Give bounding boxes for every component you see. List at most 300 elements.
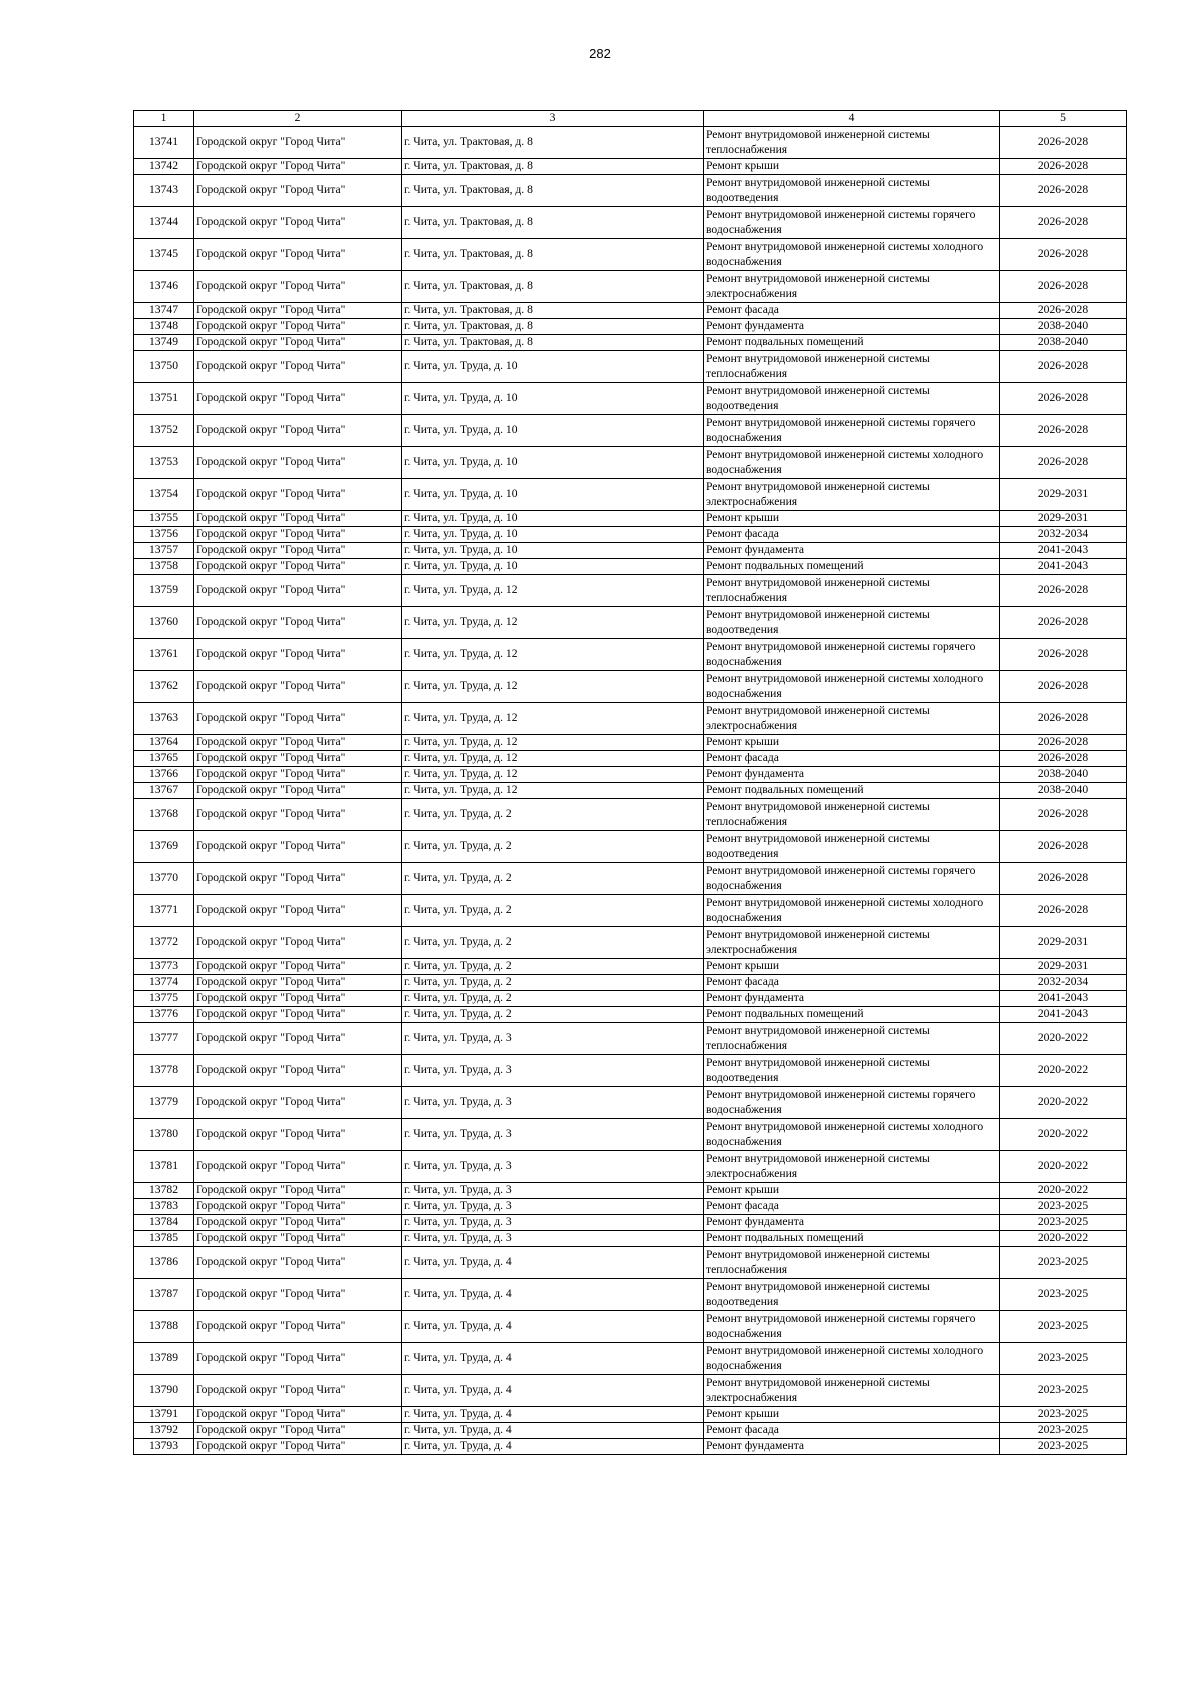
table-row xyxy=(134,1231,1127,1247)
municipality-cell: Городской округ "Город Чита" xyxy=(194,415,402,447)
row-number-cell: 13769 xyxy=(134,831,194,863)
table-row xyxy=(134,303,1127,319)
municipality-cell: Городской округ "Город Чита" xyxy=(194,1423,402,1439)
row-number-cell: 13776 xyxy=(134,1007,194,1023)
municipality-cell: Городской округ "Город Чита" xyxy=(194,1151,402,1183)
period-cell: 2020-2022 xyxy=(1000,1119,1127,1151)
work-type-cell: Ремонт внутридомовой инженерной системы электроснабжения xyxy=(704,927,1000,959)
address-cell: г. Чита, ул. Труда, д. 3 xyxy=(402,1087,704,1119)
work-type-cell: Ремонт внутридомовой инженерной системы водоотведения xyxy=(704,1279,1000,1311)
table-row xyxy=(134,783,1127,799)
municipality-cell: Городской округ "Город Чита" xyxy=(194,1183,402,1199)
address-cell: г. Чита, ул. Труда, д. 12 xyxy=(402,703,704,735)
municipality-cell: Городской округ "Город Чита" xyxy=(194,527,402,543)
row-number-cell: 13755 xyxy=(134,511,194,527)
row-number-cell: 13773 xyxy=(134,959,194,975)
table-row xyxy=(134,1183,1127,1199)
table-row xyxy=(134,799,1127,831)
table-row xyxy=(134,335,1127,351)
period-cell: 2023-2025 xyxy=(1000,1423,1127,1439)
address-cell: г. Чита, ул. Труда, д. 4 xyxy=(402,1407,704,1423)
work-type-cell: Ремонт внутридомовой инженерной системы электроснабжения xyxy=(704,271,1000,303)
row-number-cell: 13746 xyxy=(134,271,194,303)
municipality-cell: Городской округ "Город Чита" xyxy=(194,783,402,799)
table-row xyxy=(134,239,1127,271)
municipality-cell: Городской округ "Город Чита" xyxy=(194,1007,402,1023)
row-number-cell: 13793 xyxy=(134,1439,194,1455)
address-cell: г. Чита, ул. Трактовая, д. 8 xyxy=(402,319,704,335)
municipality-cell: Городской округ "Город Чита" xyxy=(194,991,402,1007)
address-cell: г. Чита, ул. Труда, д. 4 xyxy=(402,1343,704,1375)
address-cell: г. Чита, ул. Труда, д. 12 xyxy=(402,735,704,751)
period-cell: 2026-2028 xyxy=(1000,863,1127,895)
municipality-cell: Городской округ "Город Чита" xyxy=(194,511,402,527)
work-type-cell: Ремонт фасада xyxy=(704,1423,1000,1439)
row-number-cell: 13743 xyxy=(134,175,194,207)
table-row xyxy=(134,1279,1127,1311)
table-row xyxy=(134,383,1127,415)
address-cell: г. Чита, ул. Труда, д. 3 xyxy=(402,1119,704,1151)
table-row xyxy=(134,319,1127,335)
address-cell: г. Чита, ул. Труда, д. 4 xyxy=(402,1439,704,1455)
municipality-cell: Городской округ "Город Чита" xyxy=(194,447,402,479)
row-number-cell: 13751 xyxy=(134,383,194,415)
period-cell: 2026-2028 xyxy=(1000,447,1127,479)
work-type-cell: Ремонт внутридомовой инженерной системы холодного водоснабжения xyxy=(704,239,1000,271)
address-cell: г. Чита, ул. Труда, д. 12 xyxy=(402,639,704,671)
table-row xyxy=(134,1199,1127,1215)
municipality-cell: Городской округ "Город Чита" xyxy=(194,239,402,271)
municipality-cell: Городской округ "Город Чита" xyxy=(194,927,402,959)
period-cell: 2026-2028 xyxy=(1000,575,1127,607)
row-number-cell: 13752 xyxy=(134,415,194,447)
period-cell: 2026-2028 xyxy=(1000,607,1127,639)
work-type-cell: Ремонт фундамента xyxy=(704,991,1000,1007)
work-type-cell: Ремонт внутридомовой инженерной системы водоотведения xyxy=(704,383,1000,415)
address-cell: г. Чита, ул. Труда, д. 2 xyxy=(402,831,704,863)
address-cell: г. Чита, ул. Труда, д. 12 xyxy=(402,607,704,639)
period-cell: 2026-2028 xyxy=(1000,383,1127,415)
address-cell: г. Чита, ул. Труда, д. 4 xyxy=(402,1311,704,1343)
row-number-cell: 13771 xyxy=(134,895,194,927)
municipality-cell: Городской округ "Город Чита" xyxy=(194,607,402,639)
work-type-cell: Ремонт подвальных помещений xyxy=(704,783,1000,799)
municipality-cell: Городской округ "Город Чита" xyxy=(194,1311,402,1343)
municipality-cell: Городской округ "Город Чита" xyxy=(194,207,402,239)
period-cell: 2026-2028 xyxy=(1000,159,1127,175)
address-cell: г. Чита, ул. Труда, д. 3 xyxy=(402,1231,704,1247)
address-cell: г. Чита, ул. Труда, д. 12 xyxy=(402,751,704,767)
row-number-cell: 13783 xyxy=(134,1199,194,1215)
work-type-cell: Ремонт внутридомовой инженерной системы горячего водоснабжения xyxy=(704,207,1000,239)
period-cell: 2038-2040 xyxy=(1000,783,1127,799)
municipality-cell: Городской округ "Город Чита" xyxy=(194,1119,402,1151)
municipality-cell: Городской округ "Город Чита" xyxy=(194,767,402,783)
work-type-cell: Ремонт подвальных помещений xyxy=(704,335,1000,351)
table-row xyxy=(134,479,1127,511)
row-number-cell: 13741 xyxy=(134,127,194,159)
work-type-cell: Ремонт фундамента xyxy=(704,543,1000,559)
table-row xyxy=(134,1375,1127,1407)
row-number-cell: 13772 xyxy=(134,927,194,959)
row-number-cell: 13787 xyxy=(134,1279,194,1311)
address-cell: г. Чита, ул. Трактовая, д. 8 xyxy=(402,175,704,207)
address-cell: г. Чита, ул. Труда, д. 4 xyxy=(402,1375,704,1407)
row-number-cell: 13750 xyxy=(134,351,194,383)
municipality-cell: Городской округ "Город Чита" xyxy=(194,559,402,575)
row-number-cell: 13761 xyxy=(134,639,194,671)
work-type-cell: Ремонт внутридомовой инженерной системы горячего водоснабжения xyxy=(704,639,1000,671)
table-row xyxy=(134,671,1127,703)
municipality-cell: Городской округ "Город Чита" xyxy=(194,303,402,319)
period-cell: 2023-2025 xyxy=(1000,1279,1127,1311)
period-cell: 2026-2028 xyxy=(1000,271,1127,303)
period-cell: 2020-2022 xyxy=(1000,1231,1127,1247)
repair-schedule-table xyxy=(133,110,1127,1455)
period-cell: 2026-2028 xyxy=(1000,671,1127,703)
municipality-cell: Городской округ "Город Чита" xyxy=(194,543,402,559)
work-type-cell: Ремонт внутридомовой инженерной системы электроснабжения xyxy=(704,1151,1000,1183)
table-row xyxy=(134,447,1127,479)
address-cell: г. Чита, ул. Труда, д. 2 xyxy=(402,895,704,927)
address-cell: г. Чита, ул. Труда, д. 2 xyxy=(402,959,704,975)
table-row xyxy=(134,863,1127,895)
table-row xyxy=(134,1055,1127,1087)
row-number-cell: 13791 xyxy=(134,1407,194,1423)
address-cell: г. Чита, ул. Труда, д. 12 xyxy=(402,783,704,799)
period-cell: 2026-2028 xyxy=(1000,351,1127,383)
work-type-cell: Ремонт внутридомовой инженерной системы холодного водоснабжения xyxy=(704,671,1000,703)
work-type-cell: Ремонт внутридомовой инженерной системы электроснабжения xyxy=(704,1375,1000,1407)
row-number-cell: 13779 xyxy=(134,1087,194,1119)
municipality-cell: Городской округ "Город Чита" xyxy=(194,335,402,351)
row-number-cell: 13790 xyxy=(134,1375,194,1407)
address-cell: г. Чита, ул. Труда, д. 10 xyxy=(402,415,704,447)
row-number-cell: 13764 xyxy=(134,735,194,751)
period-cell: 2041-2043 xyxy=(1000,991,1127,1007)
table-row xyxy=(134,959,1127,975)
row-number-cell: 13763 xyxy=(134,703,194,735)
row-number-cell: 13744 xyxy=(134,207,194,239)
period-cell: 2023-2025 xyxy=(1000,1215,1127,1231)
work-type-cell: Ремонт фасада xyxy=(704,303,1000,319)
table-row xyxy=(134,607,1127,639)
address-cell: г. Чита, ул. Труда, д. 3 xyxy=(402,1023,704,1055)
period-cell: 2029-2031 xyxy=(1000,959,1127,975)
municipality-cell: Городской округ "Город Чита" xyxy=(194,1055,402,1087)
period-cell: 2038-2040 xyxy=(1000,767,1127,783)
row-number-cell: 13770 xyxy=(134,863,194,895)
row-number-cell: 13768 xyxy=(134,799,194,831)
table-row xyxy=(134,207,1127,239)
table-row xyxy=(134,735,1127,751)
address-cell: г. Чита, ул. Трактовая, д. 8 xyxy=(402,127,704,159)
municipality-cell: Городской округ "Город Чита" xyxy=(194,831,402,863)
row-number-cell: 13742 xyxy=(134,159,194,175)
table-row xyxy=(134,895,1127,927)
work-type-cell: Ремонт внутридомовой инженерной системы водоотведения xyxy=(704,607,1000,639)
address-cell: г. Чита, ул. Трактовая, д. 8 xyxy=(402,271,704,303)
row-number-cell: 13781 xyxy=(134,1151,194,1183)
address-cell: г. Чита, ул. Трактовая, д. 8 xyxy=(402,303,704,319)
municipality-cell: Городской округ "Город Чита" xyxy=(194,319,402,335)
municipality-cell: Городской округ "Город Чита" xyxy=(194,1343,402,1375)
period-cell: 2020-2022 xyxy=(1000,1183,1127,1199)
row-number-cell: 13757 xyxy=(134,543,194,559)
period-cell: 2020-2022 xyxy=(1000,1023,1127,1055)
row-number-cell: 13784 xyxy=(134,1215,194,1231)
period-cell: 2038-2040 xyxy=(1000,335,1127,351)
table-row xyxy=(134,271,1127,303)
period-cell: 2023-2025 xyxy=(1000,1439,1127,1455)
row-number-cell: 13745 xyxy=(134,239,194,271)
work-type-cell: Ремонт внутридомовой инженерной системы водоотведения xyxy=(704,1055,1000,1087)
municipality-cell: Городской округ "Город Чита" xyxy=(194,735,402,751)
municipality-cell: Городской округ "Город Чита" xyxy=(194,1199,402,1215)
address-cell: г. Чита, ул. Труда, д. 10 xyxy=(402,479,704,511)
period-cell: 2023-2025 xyxy=(1000,1375,1127,1407)
period-cell: 2023-2025 xyxy=(1000,1247,1127,1279)
table-row xyxy=(134,751,1127,767)
address-cell: г. Чита, ул. Трактовая, д. 8 xyxy=(402,159,704,175)
address-cell: г. Чита, ул. Труда, д. 10 xyxy=(402,383,704,415)
period-cell: 2020-2022 xyxy=(1000,1055,1127,1087)
row-number-cell: 13747 xyxy=(134,303,194,319)
work-type-cell: Ремонт фундамента xyxy=(704,1439,1000,1455)
address-cell: г. Чита, ул. Труда, д. 4 xyxy=(402,1247,704,1279)
municipality-cell: Городской округ "Город Чита" xyxy=(194,751,402,767)
work-type-cell: Ремонт внутридомовой инженерной системы теплоснабжения xyxy=(704,799,1000,831)
work-type-cell: Ремонт внутридомовой инженерной системы горячего водоснабжения xyxy=(704,863,1000,895)
row-number-cell: 13782 xyxy=(134,1183,194,1199)
address-cell: г. Чита, ул. Труда, д. 10 xyxy=(402,559,704,575)
address-cell: г. Чита, ул. Труда, д. 12 xyxy=(402,671,704,703)
period-cell: 2029-2031 xyxy=(1000,511,1127,527)
period-cell: 2026-2028 xyxy=(1000,415,1127,447)
work-type-cell: Ремонт внутридомовой инженерной системы электроснабжения xyxy=(704,703,1000,735)
table-row xyxy=(134,1407,1127,1423)
row-number-cell: 13766 xyxy=(134,767,194,783)
municipality-cell: Городской округ "Город Чита" xyxy=(194,127,402,159)
period-cell: 2026-2028 xyxy=(1000,831,1127,863)
municipality-cell: Городской округ "Город Чита" xyxy=(194,1087,402,1119)
table-row xyxy=(134,703,1127,735)
municipality-cell: Городской округ "Город Чита" xyxy=(194,479,402,511)
table-row xyxy=(134,639,1127,671)
address-cell: г. Чита, ул. Труда, д. 10 xyxy=(402,447,704,479)
period-cell: 2026-2028 xyxy=(1000,639,1127,671)
period-cell: 2029-2031 xyxy=(1000,927,1127,959)
column-header-4: 4 xyxy=(704,111,1000,127)
period-cell: 2032-2034 xyxy=(1000,975,1127,991)
municipality-cell: Городской округ "Город Чита" xyxy=(194,639,402,671)
work-type-cell: Ремонт внутридомовой инженерной системы холодного водоснабжения xyxy=(704,447,1000,479)
table-row xyxy=(134,1007,1127,1023)
municipality-cell: Городской округ "Город Чита" xyxy=(194,799,402,831)
work-type-cell: Ремонт крыши xyxy=(704,1407,1000,1423)
address-cell: г. Чита, ул. Труда, д. 2 xyxy=(402,975,704,991)
table-body xyxy=(134,127,1127,1455)
period-cell: 2038-2040 xyxy=(1000,319,1127,335)
row-number-cell: 13778 xyxy=(134,1055,194,1087)
row-number-cell: 13792 xyxy=(134,1423,194,1439)
work-type-cell: Ремонт внутридомовой инженерной системы теплоснабжения xyxy=(704,351,1000,383)
municipality-cell: Городской округ "Город Чита" xyxy=(194,1439,402,1455)
period-cell: 2041-2043 xyxy=(1000,559,1127,575)
work-type-cell: Ремонт фасада xyxy=(704,1199,1000,1215)
period-cell: 2026-2028 xyxy=(1000,303,1127,319)
municipality-cell: Городской округ "Город Чита" xyxy=(194,159,402,175)
municipality-cell: Городской округ "Город Чита" xyxy=(194,1407,402,1423)
address-cell: г. Чита, ул. Труда, д. 4 xyxy=(402,1279,704,1311)
table-row xyxy=(134,927,1127,959)
table-row xyxy=(134,175,1127,207)
table-header-row xyxy=(134,111,1127,127)
address-cell: г. Чита, ул. Труда, д. 2 xyxy=(402,1007,704,1023)
row-number-cell: 13749 xyxy=(134,335,194,351)
address-cell: г. Чита, ул. Труда, д. 2 xyxy=(402,799,704,831)
table-row xyxy=(134,511,1127,527)
table-row xyxy=(134,1087,1127,1119)
address-cell: г. Чита, ул. Труда, д. 3 xyxy=(402,1215,704,1231)
address-cell: г. Чита, ул. Труда, д. 3 xyxy=(402,1199,704,1215)
address-cell: г. Чита, ул. Труда, д. 2 xyxy=(402,863,704,895)
address-cell: г. Чита, ул. Труда, д. 3 xyxy=(402,1183,704,1199)
work-type-cell: Ремонт крыши xyxy=(704,735,1000,751)
municipality-cell: Городской округ "Город Чита" xyxy=(194,351,402,383)
column-header-2: 2 xyxy=(194,111,402,127)
work-type-cell: Ремонт подвальных помещений xyxy=(704,1231,1000,1247)
table-row xyxy=(134,831,1127,863)
period-cell: 2020-2022 xyxy=(1000,1087,1127,1119)
municipality-cell: Городской округ "Город Чита" xyxy=(194,703,402,735)
page-number: 282 xyxy=(589,46,611,61)
table-row xyxy=(134,1423,1127,1439)
work-type-cell: Ремонт внутридомовой инженерной системы теплоснабжения xyxy=(704,575,1000,607)
period-cell: 2041-2043 xyxy=(1000,1007,1127,1023)
work-type-cell: Ремонт фасада xyxy=(704,751,1000,767)
address-cell: г. Чита, ул. Трактовая, д. 8 xyxy=(402,207,704,239)
work-type-cell: Ремонт внутридомовой инженерной системы горячего водоснабжения xyxy=(704,1087,1000,1119)
work-type-cell: Ремонт фасада xyxy=(704,527,1000,543)
address-cell: г. Чита, ул. Труда, д. 3 xyxy=(402,1055,704,1087)
work-type-cell: Ремонт внутридомовой инженерной системы холодного водоснабжения xyxy=(704,1119,1000,1151)
table-row xyxy=(134,543,1127,559)
period-cell: 2026-2028 xyxy=(1000,735,1127,751)
address-cell: г. Чита, ул. Труда, д. 2 xyxy=(402,991,704,1007)
table-row xyxy=(134,415,1127,447)
work-type-cell: Ремонт фундамента xyxy=(704,1215,1000,1231)
row-number-cell: 13777 xyxy=(134,1023,194,1055)
table-row xyxy=(134,991,1127,1007)
table-row xyxy=(134,1151,1127,1183)
work-type-cell: Ремонт внутридомовой инженерной системы теплоснабжения xyxy=(704,1247,1000,1279)
period-cell: 2041-2043 xyxy=(1000,543,1127,559)
work-type-cell: Ремонт фасада xyxy=(704,975,1000,991)
work-type-cell: Ремонт внутридомовой инженерной системы электроснабжения xyxy=(704,479,1000,511)
work-type-cell: Ремонт подвальных помещений xyxy=(704,1007,1000,1023)
work-type-cell: Ремонт внутридомовой инженерной системы водоотведения xyxy=(704,831,1000,863)
row-number-cell: 13760 xyxy=(134,607,194,639)
municipality-cell: Городской округ "Город Чита" xyxy=(194,1279,402,1311)
work-type-cell: Ремонт крыши xyxy=(704,159,1000,175)
work-type-cell: Ремонт внутридомовой инженерной системы теплоснабжения xyxy=(704,127,1000,159)
address-cell: г. Чита, ул. Труда, д. 2 xyxy=(402,927,704,959)
row-number-cell: 13762 xyxy=(134,671,194,703)
address-cell: г. Чита, ул. Труда, д. 10 xyxy=(402,511,704,527)
column-header-3: 3 xyxy=(402,111,704,127)
address-cell: г. Чита, ул. Трактовая, д. 8 xyxy=(402,335,704,351)
period-cell: 2023-2025 xyxy=(1000,1343,1127,1375)
municipality-cell: Городской округ "Город Чита" xyxy=(194,1247,402,1279)
work-type-cell: Ремонт фундамента xyxy=(704,319,1000,335)
table-row xyxy=(134,1439,1127,1455)
table-row xyxy=(134,1215,1127,1231)
municipality-cell: Городской округ "Город Чита" xyxy=(194,863,402,895)
address-cell: г. Чита, ул. Труда, д. 12 xyxy=(402,767,704,783)
column-header-1: 1 xyxy=(134,111,194,127)
row-number-cell: 13789 xyxy=(134,1343,194,1375)
period-cell: 2026-2028 xyxy=(1000,239,1127,271)
work-type-cell: Ремонт фундамента xyxy=(704,767,1000,783)
table-row xyxy=(134,559,1127,575)
work-type-cell: Ремонт подвальных помещений xyxy=(704,559,1000,575)
work-type-cell: Ремонт внутридомовой инженерной системы горячего водоснабжения xyxy=(704,415,1000,447)
period-cell: 2023-2025 xyxy=(1000,1199,1127,1215)
row-number-cell: 13780 xyxy=(134,1119,194,1151)
table-row xyxy=(134,1311,1127,1343)
column-header-5: 5 xyxy=(1000,111,1127,127)
row-number-cell: 13756 xyxy=(134,527,194,543)
work-type-cell: Ремонт крыши xyxy=(704,959,1000,975)
period-cell: 2020-2022 xyxy=(1000,1151,1127,1183)
period-cell: 2026-2028 xyxy=(1000,175,1127,207)
municipality-cell: Городской округ "Город Чита" xyxy=(194,1231,402,1247)
period-cell: 2026-2028 xyxy=(1000,895,1127,927)
table-row xyxy=(134,527,1127,543)
address-cell: г. Чита, ул. Труда, д. 10 xyxy=(402,351,704,383)
municipality-cell: Городской округ "Город Чита" xyxy=(194,1023,402,1055)
table-row xyxy=(134,127,1127,159)
row-number-cell: 13759 xyxy=(134,575,194,607)
row-number-cell: 13788 xyxy=(134,1311,194,1343)
row-number-cell: 13753 xyxy=(134,447,194,479)
table-row xyxy=(134,159,1127,175)
table-row xyxy=(134,351,1127,383)
row-number-cell: 13748 xyxy=(134,319,194,335)
row-number-cell: 13767 xyxy=(134,783,194,799)
row-number-cell: 13786 xyxy=(134,1247,194,1279)
row-number-cell: 13775 xyxy=(134,991,194,1007)
work-type-cell: Ремонт крыши xyxy=(704,1183,1000,1199)
address-cell: г. Чита, ул. Труда, д. 10 xyxy=(402,543,704,559)
municipality-cell: Городской округ "Город Чита" xyxy=(194,175,402,207)
period-cell: 2026-2028 xyxy=(1000,751,1127,767)
municipality-cell: Городской округ "Город Чита" xyxy=(194,671,402,703)
work-type-cell: Ремонт внутридомовой инженерной системы теплоснабжения xyxy=(704,1023,1000,1055)
table-row xyxy=(134,575,1127,607)
period-cell: 2023-2025 xyxy=(1000,1311,1127,1343)
period-cell: 2026-2028 xyxy=(1000,207,1127,239)
municipality-cell: Городской округ "Город Чита" xyxy=(194,383,402,415)
municipality-cell: Городской округ "Город Чита" xyxy=(194,895,402,927)
row-number-cell: 13758 xyxy=(134,559,194,575)
row-number-cell: 13765 xyxy=(134,751,194,767)
municipality-cell: Городской округ "Город Чита" xyxy=(194,959,402,975)
period-cell: 2023-2025 xyxy=(1000,1407,1127,1423)
address-cell: г. Чита, ул. Труда, д. 3 xyxy=(402,1151,704,1183)
period-cell: 2026-2028 xyxy=(1000,799,1127,831)
